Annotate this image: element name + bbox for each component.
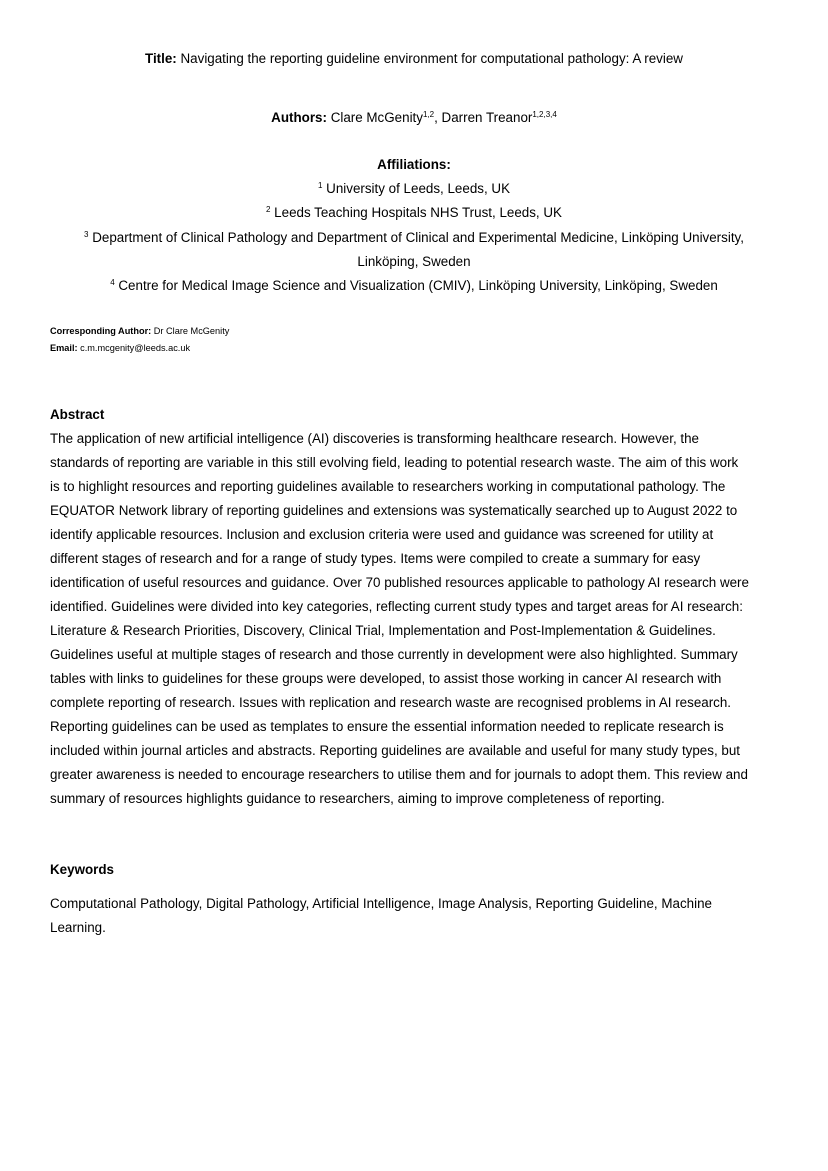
abstract-line: The application of new artificial intelligence (AI) discoveries is transforming healthcare research. However, the [50,431,700,446]
email-value: c.m.mcgenity@leeds.ac.uk [77,343,191,353]
authors-line [0,110,828,126]
abstract-line: Literature & Research Priorities, Discovery, Clinical Trial, Implementation and Post-Implementation & Guidelines. [50,623,716,638]
abstract-line: tables with links to guidelines for these groups were developed, to assist those working in cancer AI research with [50,671,722,686]
keywords-body [50,892,780,940]
author-separator: , [434,110,442,125]
abstract-line: identification of useful resources and guidance. Over 70 published resources applicable to pathology AI research were [50,575,749,590]
keywords-line: Learning. [50,920,106,935]
authors-label: Authors: [271,110,327,125]
title-label: Title: [145,51,177,66]
corresponding-email [50,342,780,354]
corresponding-author [50,325,780,337]
affiliation-text: Department of Clinical Pathology and Department of Clinical and Experimental Medicine, Linköping University, [88,230,744,245]
abstract-heading: Abstract [50,407,105,422]
author-affiliation-sup: 1,2,3,4 [532,110,557,119]
affiliation-number: 3 [84,230,89,239]
author-name: Darren Treanor [441,110,533,125]
abstract-line: complete reporting of research. Issues with replication and research waste are recognised problems in AI research. [50,695,732,710]
abstract-line: identify applicable resources. Inclusion and exclusion criteria were used and guidance was screened for utility at [50,527,714,542]
abstract-line: is to highlight resources and reporting guidelines available to researchers working in computational pathology. The [50,479,726,494]
abstract-line: EQUATOR Network library of reporting guidelines and extensions was systematically searched up to August 2022 to [50,503,738,518]
affiliation-number: 2 [266,205,271,214]
affiliation-text: University of Leeds, Leeds, UK [322,181,510,196]
abstract-line: included within journal articles and abstracts. Reporting guidelines are available and useful for many study types, but [50,743,741,758]
author-name: Clare McGenity [330,110,423,125]
affiliation-line [0,278,828,294]
title-text: Navigating the reporting guideline environment for computational pathology: A review [180,51,683,66]
abstract-line: Reporting guidelines can be used as templates to ensure the essential information needed to replicate research is [50,719,724,734]
abstract-line: greater awareness is needed to encourage researchers to utilise them and for journals to adopt them. This review and [50,767,748,782]
abstract-line: Guidelines useful at multiple stages of research and those currently in development were also highlighted. Summary [50,647,738,662]
corresponding-author-value: Dr Clare McGenity [151,326,230,336]
paper-title [0,51,828,67]
corresponding-author-label: Corresponding Author: [50,326,152,336]
affiliations-heading: Affiliations: [377,157,451,172]
author-affiliation-sup: 1,2 [422,110,435,119]
keywords-line: Computational Pathology, Digital Pathology, Artificial Intelligence, Image Analysis, Reporting Guideline, Machine [50,896,712,911]
affiliation-text: Leeds Teaching Hospitals NHS Trust, Leeds, UK [270,205,562,220]
abstract-line: standards of reporting are variable in this still evolving field, leading to potential research waste. The aim of this work [50,455,739,470]
email-label: Email: [50,343,78,353]
abstract-body [50,427,780,811]
affiliation-number: 4 [110,278,115,287]
keywords-heading: Keywords [50,862,114,877]
affiliation-text: Linköping, Sweden [357,254,471,269]
abstract-line: summary of resources highlights guidance to researchers, aiming to improve completeness of reporting. [50,791,665,806]
affiliation-line [0,254,828,270]
affiliation-number: 1 [317,181,323,190]
affiliation-line [0,205,828,221]
abstract-line: identified. Guidelines were divided into key categories, reflecting current study types and target areas for AI research: [50,599,743,614]
affiliation-text: Centre for Medical Image Science and Visualization (CMIV), Linköping University, Linköping, Sweden [114,278,718,293]
affiliation-line [0,181,828,197]
abstract-line: different stages of research and for a range of study types. Items were compiled to create a summary for easy [50,551,701,566]
affiliation-line [0,230,828,246]
